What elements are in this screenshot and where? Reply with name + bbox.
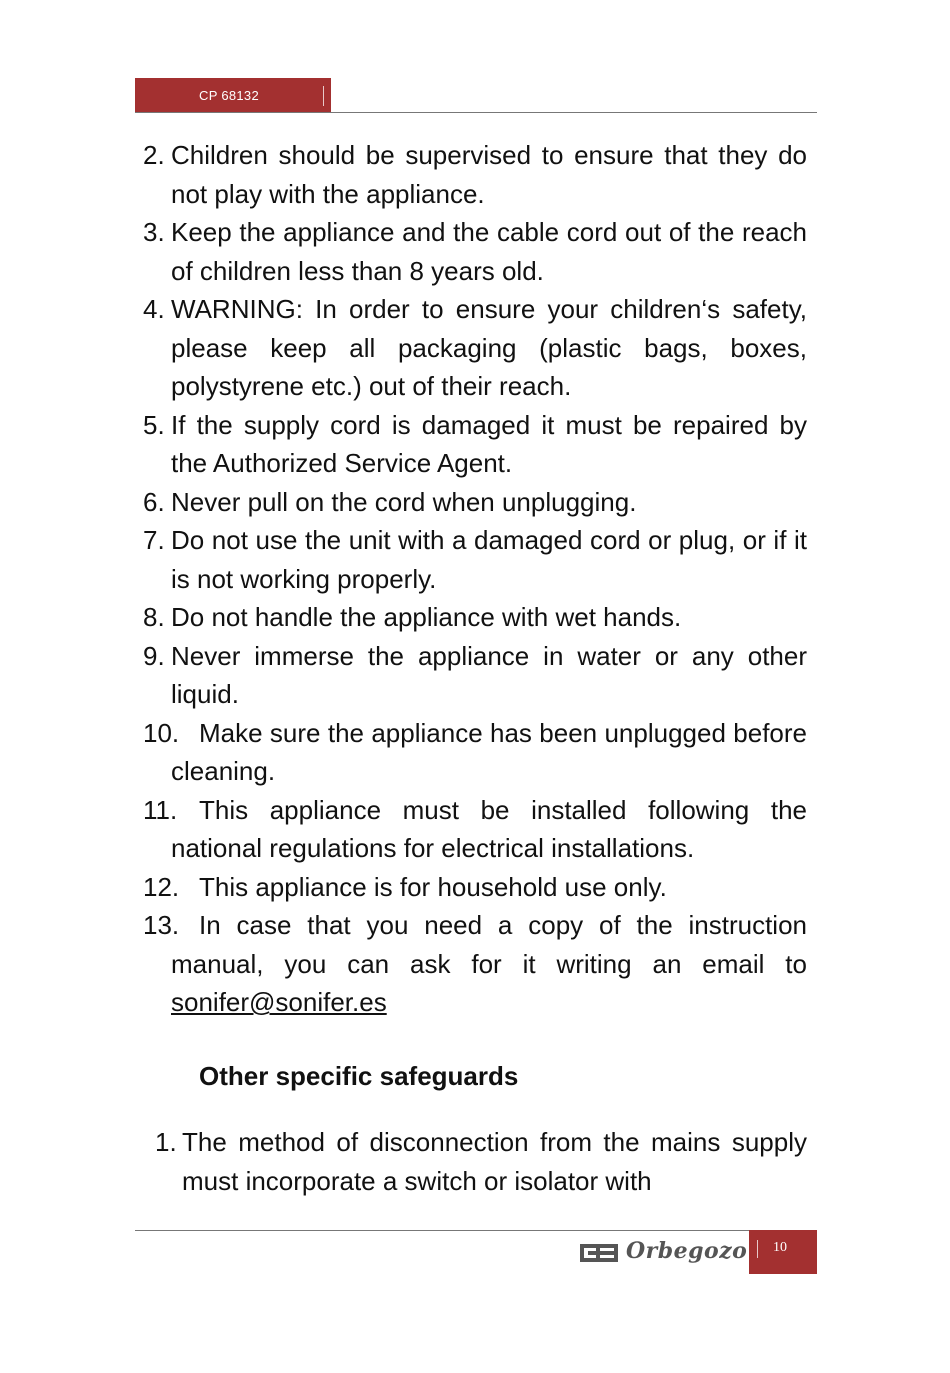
- item-number: 8.: [143, 602, 165, 632]
- item-text: Keep the appliance and the cable cord out of the reach of children less than 8 years old.: [171, 217, 807, 286]
- item-text: [171, 906, 807, 1022]
- list-item: [143, 637, 807, 714]
- specific-safeguards-list: [155, 1123, 807, 1200]
- item-number: 9.: [143, 640, 165, 671]
- item-text: This appliance is for household use only.: [199, 871, 667, 902]
- item-number: 10.: [143, 717, 180, 748]
- brand-logo: [580, 1238, 748, 1266]
- email-link[interactable]: sonifer@sonifer.es: [171, 987, 387, 1017]
- list-item: [143, 521, 807, 598]
- footer-rule: [135, 1230, 817, 1231]
- item-number: 6.: [143, 486, 165, 517]
- item-text: Never immerse the appliance in water or any other liquid.: [171, 640, 807, 709]
- list-item: [143, 906, 807, 1022]
- item-text: Children should be supervised to ensure that they do not play with the appliance.: [171, 140, 807, 209]
- item-text: Never pull on the cord when unplugging.: [171, 486, 637, 517]
- footer-divider: [757, 1240, 758, 1258]
- item-number: 11.: [143, 794, 178, 825]
- footer-tab: [749, 1230, 817, 1274]
- item-text: The method of disconnection from the mains supply must incorporate a switch or isolator with: [182, 1127, 807, 1196]
- item-number: 13.: [143, 910, 180, 940]
- item-text: Do not handle the appliance with wet hands.: [171, 602, 682, 632]
- list-item: [143, 598, 807, 637]
- item-number: 1.: [155, 1127, 177, 1157]
- item-number: 5.: [143, 409, 165, 440]
- brand-name: Orbegozo: [626, 1238, 748, 1264]
- model-code: CP 68132: [199, 88, 259, 103]
- item-number: 4.: [143, 294, 165, 324]
- list-item: [143, 213, 807, 290]
- item-number: 12.: [143, 871, 180, 902]
- header-divider: [323, 86, 324, 106]
- item-text: WARNING: In order to ensure your children‘s safety, please keep all packaging (plastic bags, boxes, polystyrene etc.) out of their reach.: [171, 294, 807, 401]
- item-text-body: In case that you need a copy of the instruction manual, you can ask for it writing an email to: [171, 910, 807, 979]
- section-heading: Other specific safeguards: [199, 1061, 519, 1091]
- safety-list: [143, 136, 807, 1022]
- item-text: This appliance must be installed following the national regulations for electrical installations.: [171, 794, 807, 863]
- list-item: [143, 868, 807, 907]
- item-number: 7.: [143, 525, 165, 555]
- item-text: Make sure the appliance has been unplugged before cleaning.: [171, 717, 807, 786]
- list-item: [143, 483, 807, 522]
- header-tab: [135, 78, 331, 112]
- list-item: [143, 791, 807, 868]
- item-number: 3.: [143, 217, 165, 247]
- item-text: If the supply cord is damaged it must be repaired by the Authorized Service Agent.: [171, 409, 807, 478]
- list-item: [143, 714, 807, 791]
- list-item: [155, 1123, 807, 1200]
- list-item: [143, 406, 807, 483]
- header-rule: [135, 112, 817, 113]
- brand-mark-icon: [580, 1244, 618, 1262]
- page-number: 10: [773, 1240, 787, 1255]
- item-text: Do not use the unit with a damaged cord or plug, or if it is not working properly.: [171, 525, 807, 594]
- list-item: [143, 290, 807, 406]
- list-item: [143, 136, 807, 213]
- item-number: 2.: [143, 140, 165, 170]
